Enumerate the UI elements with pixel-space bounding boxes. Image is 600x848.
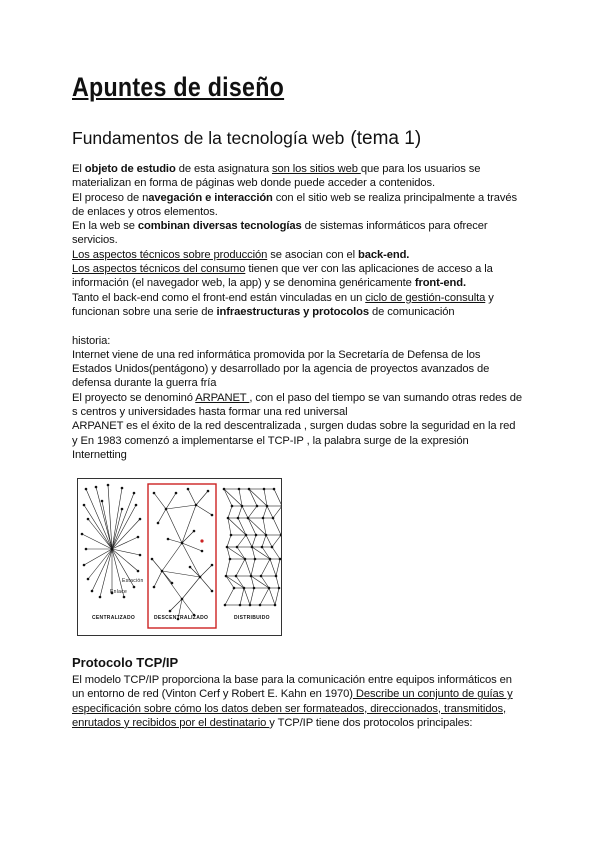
network-link <box>166 505 196 509</box>
text-bold: combinan diversas tecnologías <box>137 220 302 233</box>
network-node <box>123 596 126 599</box>
network-link <box>84 505 112 549</box>
text-run: de esta asignatura <box>175 163 272 175</box>
text-run: El proyecto se denominó <box>72 391 196 404</box>
network-node <box>139 554 142 557</box>
network-node <box>223 488 226 491</box>
network-link <box>182 599 194 615</box>
text-run: El modelo TCP/IP proporciona la base para la comunicación entre equipos informáticos en un entorno de red (Vinton Cerf y Robert E. Kahn en 1970) <box>72 674 512 701</box>
network-node <box>181 598 184 601</box>
paragraph-ciclo <box>72 291 522 320</box>
network-node <box>137 536 140 539</box>
network-node <box>256 505 259 508</box>
network-link <box>237 535 246 547</box>
network-node <box>99 596 102 599</box>
network-link <box>270 559 276 576</box>
network-link <box>248 518 256 535</box>
network-link <box>84 549 112 565</box>
network-node <box>139 518 142 521</box>
network-link <box>246 535 252 547</box>
network-link <box>236 559 245 576</box>
network-node <box>244 558 247 561</box>
text-run: El proceso de n <box>72 191 149 204</box>
text-run: que para los usuarios se materializan en forma de páginas web donde puede acceder a contenidos. <box>72 163 481 190</box>
network-node <box>153 586 156 589</box>
network-link <box>263 506 267 518</box>
text-run: y TCP/IP tiene dos protocolos principales: <box>269 716 473 729</box>
network-node <box>262 517 265 520</box>
text-run: El <box>72 163 85 175</box>
page-title: Apuntes de diseño <box>72 72 285 102</box>
network-link <box>274 489 281 506</box>
label-distribuido: DISTRIBUIDO <box>234 615 270 621</box>
network-node <box>81 533 84 536</box>
annotation-estacion: Estación <box>122 578 144 584</box>
network-link <box>262 547 270 559</box>
text-bold: back-end. <box>357 248 410 261</box>
network-link <box>242 506 248 518</box>
text-bold: infraestructuras y protocolos <box>216 305 370 318</box>
network-node <box>87 578 90 581</box>
text-bold: front-end. <box>414 277 467 290</box>
network-link <box>200 565 212 577</box>
network-link <box>112 549 140 555</box>
network-link <box>196 505 212 515</box>
text-underlined: ARPANET <box>195 391 250 404</box>
text-bold: objeto de estudio <box>84 163 176 175</box>
network-link <box>261 559 270 576</box>
network-link <box>166 493 176 509</box>
network-node <box>275 575 278 578</box>
network-link <box>112 549 138 571</box>
network-node <box>269 558 272 561</box>
section-subtitle <box>72 128 421 150</box>
subtitle-tema: (tema 1) <box>350 128 422 149</box>
network-node <box>243 587 246 590</box>
network-link <box>267 506 273 518</box>
network-link <box>261 576 269 588</box>
network-link <box>250 588 254 605</box>
network-node <box>181 542 184 545</box>
network-link <box>236 576 244 588</box>
text-run: y funcionan sobre una serie de <box>72 291 494 318</box>
text-underlined: son los sitios web <box>271 163 361 175</box>
network-node <box>121 508 124 511</box>
paragraph-objeto <box>72 162 522 191</box>
tcpip-text <box>72 673 522 730</box>
network-node <box>225 575 228 578</box>
network-node <box>133 586 136 589</box>
network-link <box>162 571 172 583</box>
network-link <box>244 588 250 605</box>
network-link <box>252 535 256 547</box>
paragraph-historia-1: Internet viene de una red informática promovida por la Secretaría de Defensa de los Estados Unidos(pentágono) y desarrollado por la agencia de proyectos avanzados de defensa durante la guerra fría <box>72 348 490 390</box>
paragraph-frontend <box>72 262 522 291</box>
network-link <box>249 489 257 506</box>
network-node <box>230 534 233 537</box>
historia-label: historia: <box>72 334 111 347</box>
annotation-enlace: Enlace <box>110 589 128 595</box>
network-link <box>182 531 194 543</box>
network-node <box>260 575 263 578</box>
network-node <box>238 488 241 491</box>
network-node <box>263 488 266 491</box>
text-run: con el sitio web se realiza principalmente a través de enlaces y otros elementos. <box>72 191 517 218</box>
network-node <box>153 492 156 495</box>
network-node <box>169 610 172 613</box>
network-link <box>162 571 200 577</box>
network-link <box>112 509 122 549</box>
text-run: se asocian con el <box>267 248 358 261</box>
text-run: Tanto el back-end como el front-end están vinculadas en un <box>72 291 366 304</box>
label-descentralizado: DESCENTRALIZADO <box>154 615 209 621</box>
network-node <box>83 564 86 567</box>
network-node <box>261 546 264 549</box>
network-node <box>266 505 269 508</box>
network-node <box>268 587 271 590</box>
network-link <box>196 491 208 505</box>
network-node <box>87 518 90 521</box>
network-link <box>262 535 266 547</box>
network-node <box>255 534 258 537</box>
network-node <box>211 514 214 517</box>
network-node <box>249 604 252 607</box>
network-link <box>168 539 182 543</box>
network-link <box>272 547 280 559</box>
network-node <box>265 534 268 537</box>
paragraph-historia-3: ARPANET es el éxito de la red descentralizada , surgen dudas sobre la seguridad en la red y En 1983 comenzó a implementarse el TCP-IP , la palabra surge de la expresión Internetting <box>72 420 516 461</box>
network-node <box>274 604 277 607</box>
network-node <box>239 604 242 607</box>
label-centralizado: CENTRALIZADO <box>92 615 136 621</box>
network-node <box>85 548 88 551</box>
network-link <box>269 588 275 605</box>
network-node <box>167 538 170 541</box>
paragraph-tecnologias <box>72 219 522 248</box>
network-link <box>152 559 162 571</box>
network-node <box>211 564 214 567</box>
network-node <box>224 604 227 607</box>
network-node <box>135 504 138 507</box>
network-link <box>225 588 234 605</box>
network-link <box>227 535 231 547</box>
network-node <box>193 530 196 533</box>
text-run: En la web se <box>72 220 138 233</box>
network-node <box>85 488 88 491</box>
network-link <box>162 543 182 571</box>
network-node <box>137 570 140 573</box>
network-diagram <box>78 479 281 635</box>
network-node <box>199 576 202 579</box>
paragraph-backend <box>72 248 522 262</box>
network-node <box>207 490 210 493</box>
network-node <box>272 517 275 520</box>
paragraph-historia-2 <box>72 391 522 420</box>
network-link <box>154 571 162 587</box>
network-node <box>253 587 256 590</box>
network-node <box>151 558 154 561</box>
network-node <box>227 517 230 520</box>
network-node <box>211 590 214 593</box>
network-link <box>272 535 281 547</box>
network-link <box>162 571 182 599</box>
network-node <box>101 500 104 503</box>
network-link <box>240 588 244 605</box>
text-run: tienen que ver con las aplicaciones de acceso a la información (el navegador web, la app) y se denomina genéricamente <box>72 263 493 290</box>
network-link <box>275 588 279 605</box>
network-node <box>195 504 198 507</box>
network-link <box>238 506 242 518</box>
network-node <box>280 534 281 537</box>
network-node <box>175 492 178 495</box>
network-node <box>111 548 114 551</box>
network-link <box>224 489 232 506</box>
network-node <box>278 587 281 590</box>
network-link <box>182 543 200 577</box>
network-link <box>182 577 200 599</box>
network-link <box>158 509 166 523</box>
network-node <box>161 570 164 573</box>
network-node <box>236 546 239 549</box>
text-bold: avegación e interacción <box>148 191 273 204</box>
network-node <box>245 534 248 537</box>
network-node <box>226 546 229 549</box>
network-node <box>189 566 192 569</box>
paragraph-navegacion <box>72 191 522 220</box>
network-link <box>226 559 230 576</box>
subtitle-main: Fundamentos de la tecnología web <box>72 128 345 148</box>
network-link <box>273 506 281 518</box>
network-link <box>226 576 244 588</box>
network-link <box>237 547 245 559</box>
network-node <box>271 546 274 549</box>
network-node <box>83 504 86 507</box>
network-link <box>200 577 212 591</box>
network-node <box>250 575 253 578</box>
network-link <box>226 576 234 588</box>
network-link <box>260 588 269 605</box>
highlight-box <box>148 484 216 628</box>
network-node <box>91 590 94 593</box>
network-node <box>273 488 276 491</box>
network-node <box>241 505 244 508</box>
network-node <box>237 517 240 520</box>
network-topologies-figure <box>77 478 282 636</box>
intro-text <box>72 162 522 462</box>
network-node <box>95 486 98 489</box>
text-underlined: Describe un conjunto de guías y especificación sobre cómo los datos deben ser formateados, direccionados, transmitidos, enrutados y recibidos por el destinatario <box>72 688 513 729</box>
section-heading-tcpip: Protocolo TCP/IP <box>72 655 179 670</box>
network-node <box>201 550 204 553</box>
text-underlined: ciclo de gestión-consulta <box>365 291 486 304</box>
network-node <box>251 546 254 549</box>
text-underlined: Los aspectos técnicos sobre producción <box>72 248 268 261</box>
network-node <box>187 488 190 491</box>
network-link <box>248 506 257 518</box>
network-node <box>248 488 251 491</box>
network-link <box>228 506 232 518</box>
network-node <box>233 587 236 590</box>
network-link <box>245 559 251 576</box>
network-link <box>238 518 246 535</box>
text-run: , con el paso del tiempo se van sumando otras redes de s centros y universidades hasta formar una red universal <box>72 391 522 419</box>
network-link <box>276 559 280 576</box>
network-node <box>247 517 250 520</box>
highlighted-node <box>200 539 203 542</box>
network-node <box>229 558 232 561</box>
network-link <box>154 493 166 509</box>
network-node <box>259 604 262 607</box>
network-link <box>273 518 281 535</box>
paragraph-tcpip <box>72 673 522 730</box>
network-node <box>231 505 234 508</box>
network-link <box>276 576 279 588</box>
network-node <box>157 522 160 525</box>
network-link <box>188 489 196 505</box>
network-node <box>171 582 174 585</box>
text-run: de sistemas informáticos para ofrecer servicios. <box>72 220 488 247</box>
text-run: de comunicación <box>369 305 455 318</box>
network-node <box>107 484 110 487</box>
network-node <box>254 558 257 561</box>
network-link <box>182 543 202 551</box>
network-node <box>235 575 238 578</box>
network-link <box>251 559 255 576</box>
network-link <box>266 535 272 547</box>
network-node <box>133 492 136 495</box>
network-node <box>165 508 168 511</box>
text-underlined: Los aspectos técnicos del consumo <box>72 263 246 276</box>
network-link <box>182 505 196 543</box>
network-node <box>121 487 124 490</box>
